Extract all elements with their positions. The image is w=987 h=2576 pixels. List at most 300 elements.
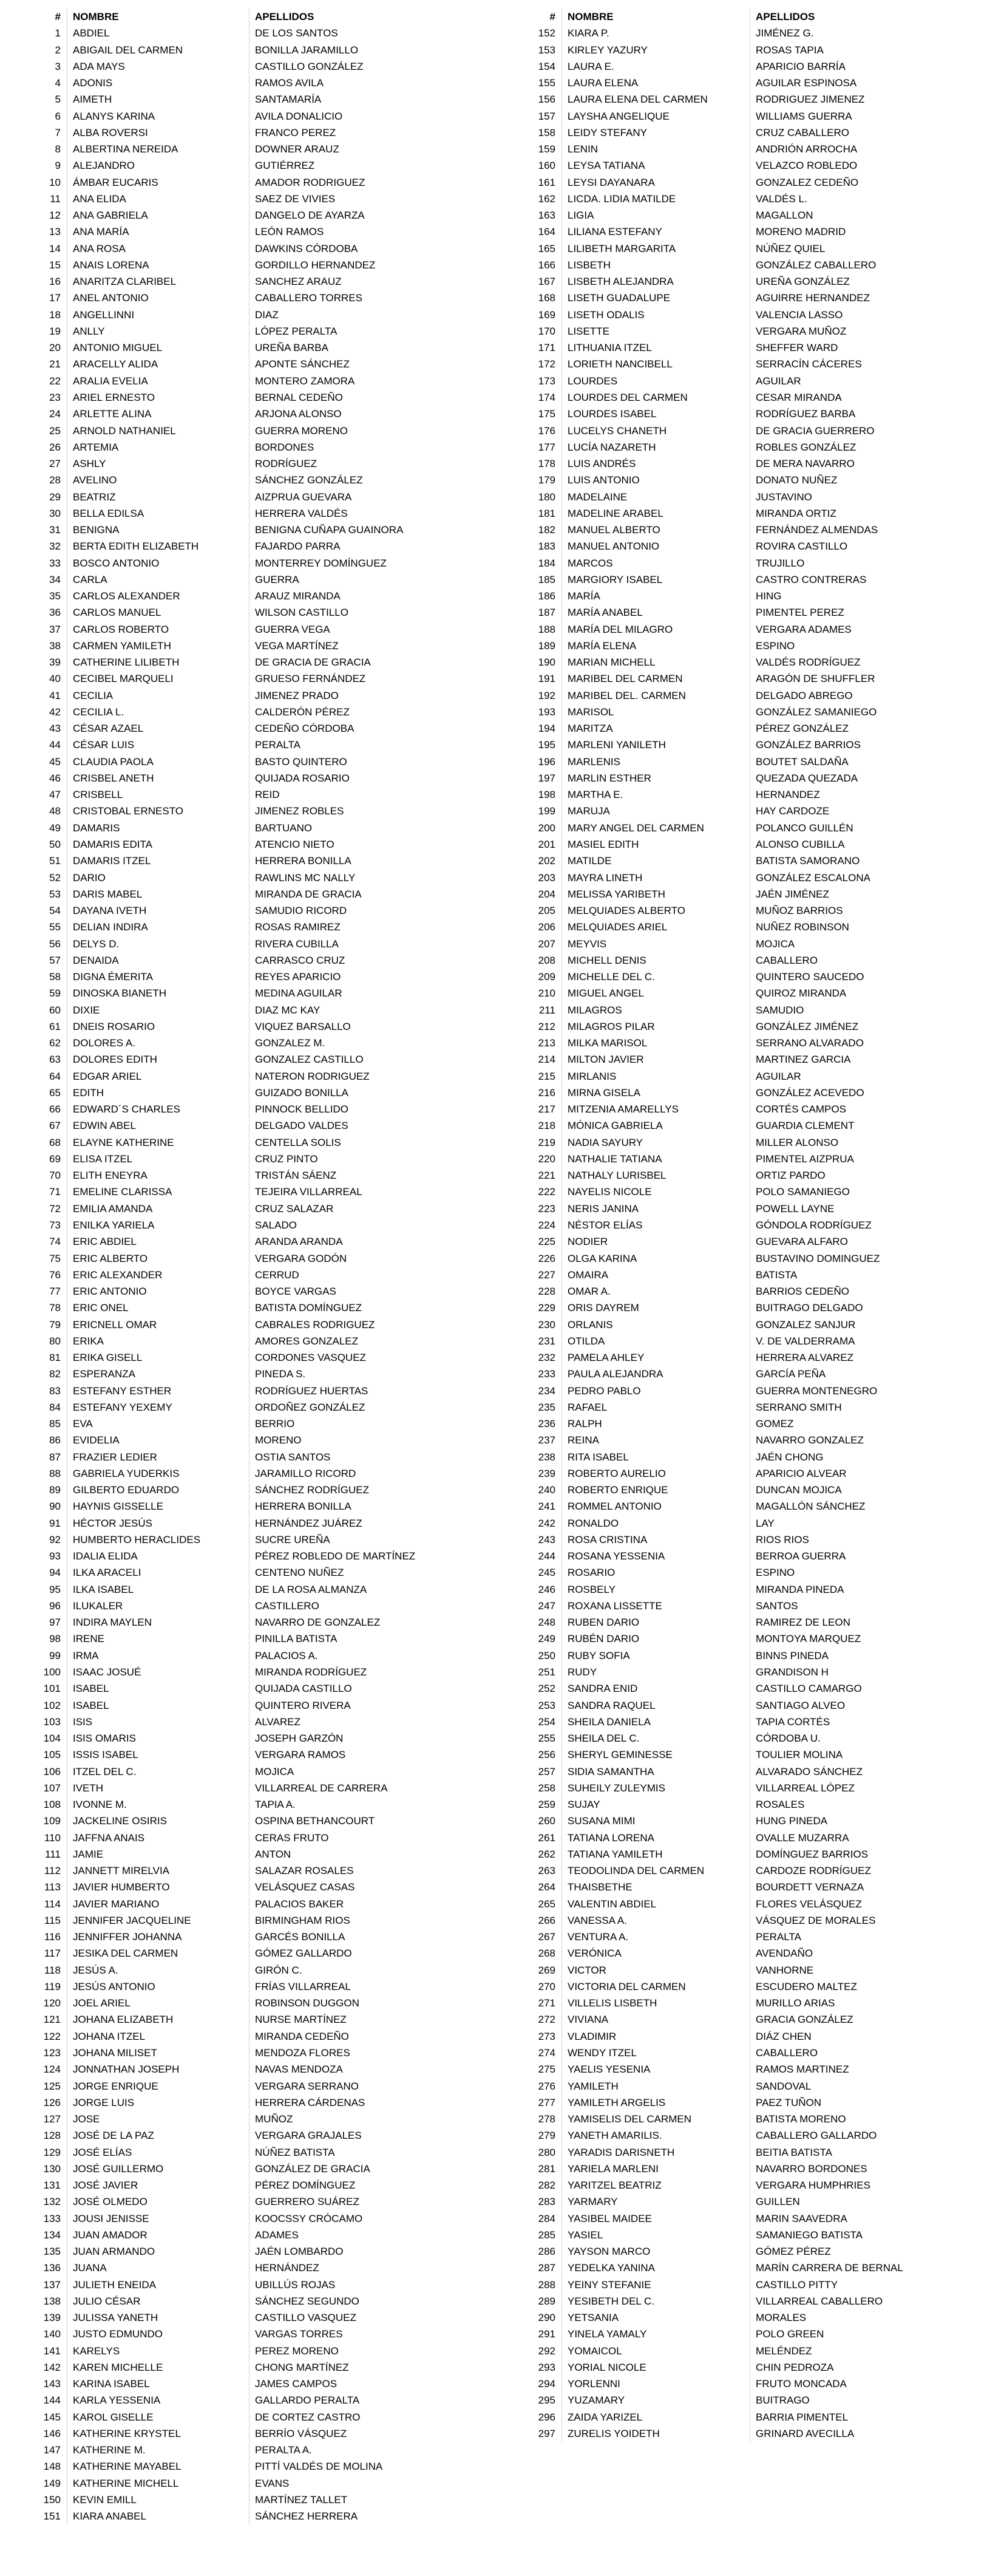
cell-name: JOUSI JENISSE (73, 2212, 149, 2224)
table-row (504, 25, 962, 41)
cell-name: KATHERINE MAYABEL (73, 2461, 181, 2473)
table-row (504, 389, 962, 406)
cell-num: 180 (538, 491, 555, 503)
cell-surname: LAY (756, 1517, 775, 1529)
cell-name: JACKELINE OSIRIS (73, 1815, 167, 1827)
cell-surname: PÉREZ DOMÍNGUEZ (255, 2179, 356, 2192)
cell-surname: BUITRAGO DELGADO (756, 1302, 863, 1314)
cell-surname: DE LOS SANTOS (255, 27, 338, 39)
table-row (504, 2193, 962, 2210)
cell-surname: HERNÁNDEZ JUÁREZ (255, 1517, 362, 1529)
cell-num: 225 (538, 1236, 555, 1248)
cell-name: ALANYS KARINA (73, 110, 155, 122)
cell-num: 263 (538, 1865, 555, 1877)
table-row (504, 654, 962, 670)
table-row (504, 1945, 962, 1961)
cell-name: YARADIS DARISNETH (568, 2146, 675, 2158)
cell-name: JOSÉ DE LA PAZ (73, 2130, 154, 2142)
cell-name: KATHERINE M. (73, 2444, 146, 2456)
cell-name: MADELINE ARABEL (568, 507, 663, 519)
table-row (12, 505, 458, 522)
cell-num: 73 (49, 1219, 61, 1231)
cell-name: ALEJANDRO (73, 160, 135, 172)
cell-num: 46 (49, 772, 61, 784)
cell-name: PAMELA AHLEY (568, 1352, 645, 1364)
cell-num: 224 (538, 1219, 555, 1231)
table-row (504, 687, 962, 704)
cell-name: DARIO (73, 871, 106, 884)
cell-num: 191 (538, 673, 555, 685)
cell-surname: BINNS PINEDA (756, 1649, 829, 1661)
cell-surname: JIMÉNEZ G. (756, 27, 814, 39)
cell-surname: MARÍN CARRERA DE BERNAL (756, 2262, 903, 2274)
cell-name: CARLOS ROBERTO (73, 623, 169, 635)
cell-name: REINA (568, 1434, 599, 1446)
table-row (12, 1647, 458, 1664)
cell-num: 190 (538, 656, 555, 669)
cell-num: 137 (43, 2278, 61, 2291)
cell-name: ANEL ANTONIO (73, 292, 149, 304)
table-row (12, 1763, 458, 1780)
table-row (12, 1962, 458, 1978)
cell-surname: CASTILLO GONZÁLEZ (255, 60, 364, 72)
table-row (504, 555, 962, 571)
table-row (12, 555, 458, 571)
cell-surname: SÁNCHEZ GONZÁLEZ (255, 474, 363, 486)
cell-name: VICTOR (568, 1964, 606, 1976)
cell-surname: WILSON CASTILLO (255, 607, 348, 619)
table-row (12, 2045, 458, 2061)
cell-surname: GORDILLO HERNANDEZ (255, 259, 376, 271)
cell-name: ALBA ROVERSI (73, 126, 148, 138)
table-row (12, 604, 458, 621)
table-row (12, 240, 458, 257)
cell-num: 209 (538, 971, 555, 983)
cell-surname: DIAZ MC KAY (255, 1004, 321, 1016)
cell-name: MIGUEL ANGEL (568, 987, 644, 1000)
table-row (504, 522, 962, 538)
cell-name: ORIS DAYREM (568, 1302, 639, 1314)
cell-surname: BATISTA MORENO (756, 2113, 846, 2125)
cell-surname: CABRALES RODRIGUEZ (255, 1318, 375, 1331)
cell-name: ANGELLINNI (73, 308, 135, 321)
table-row (12, 2343, 458, 2359)
cell-name: VILLELIS LISBETH (568, 1997, 657, 2009)
cell-num: 279 (538, 2130, 555, 2142)
cell-name: MARTHA E. (568, 789, 623, 801)
table-row (504, 1035, 962, 1051)
cell-surname: VERGARA GODÓN (255, 1252, 347, 1264)
cell-num: 96 (49, 1600, 61, 1612)
cell-name: DARIS MABEL (73, 888, 143, 900)
cell-surname: NAVAS MENDOZA (255, 2063, 343, 2076)
cell-surname: CERRUD (255, 1269, 299, 1281)
cell-surname: JARAMILLO RICORD (255, 1467, 356, 1479)
table-row (504, 157, 962, 174)
cell-surname: HUNG PINEDA (756, 1815, 828, 1827)
table-row (12, 472, 458, 488)
cell-name: MILAGROS PILAR (568, 1020, 655, 1032)
table-row (12, 1598, 458, 1614)
cell-name: ANARITZA CLARIBEL (73, 276, 177, 288)
cell-num: 237 (538, 1434, 555, 1446)
cell-name: VERÓNICA (568, 1947, 622, 1960)
cell-surname: HING (756, 590, 782, 602)
cell-surname: MIRANDA CEDEÑO (255, 2030, 349, 2042)
cell-surname: LEÓN RAMOS (255, 226, 324, 238)
cell-surname: HERRERA CÁRDENAS (255, 2096, 365, 2108)
cell-num: 78 (49, 1302, 61, 1314)
cell-num: 182 (538, 524, 555, 536)
cell-num: 207 (538, 938, 555, 950)
cell-num: 44 (49, 739, 61, 751)
cell-surname: DE GRACIA GUERRERO (756, 424, 875, 437)
cell-surname: CRUZ PINTO (255, 1153, 318, 1165)
cell-name: NATHALIE TATIANA (568, 1153, 662, 1165)
table-row (504, 571, 962, 588)
cell-num: 232 (538, 1352, 555, 1364)
cell-surname: BOUTET SALDAÑA (756, 755, 849, 768)
cell-surname: SÁNCHEZ HERRERA (255, 2510, 358, 2523)
table-row (12, 1680, 458, 1697)
cell-name: DAMARIS EDITA (73, 839, 152, 850)
table-row (12, 936, 458, 952)
table-row (12, 2028, 458, 2045)
cell-surname: RIVERA CUBILLA (255, 938, 339, 950)
cell-surname: POLO GREEN (756, 2328, 824, 2340)
cell-name: CLAUDIA PAOLA (73, 755, 154, 768)
cell-num: 220 (538, 1153, 555, 1165)
cell-surname: PINEDA S. (255, 1368, 306, 1380)
cell-name: IRENE (73, 1633, 104, 1645)
cell-num: 29 (49, 491, 61, 503)
table-row (504, 124, 962, 141)
table-row (12, 853, 458, 869)
cell-num: 218 (538, 1120, 555, 1132)
table-row (504, 1664, 962, 1680)
cell-surname: RAMOS AVILA (255, 77, 324, 89)
cell-num: 127 (43, 2113, 61, 2125)
cell-num: 278 (538, 2113, 555, 2125)
cell-name: JAFFNA ANAIS (73, 1831, 145, 1844)
table-row (12, 2492, 458, 2508)
table-row (504, 1978, 962, 1995)
cell-num: 154 (538, 60, 555, 72)
cell-surname: ARANDA ARANDA (255, 1236, 343, 1248)
cell-name: YOMAICOL (568, 2345, 622, 2357)
table-row (504, 1995, 962, 2011)
cell-num: 82 (49, 1368, 61, 1380)
cell-surname: AGUILAR ESPINOSA (756, 77, 857, 89)
table-row (504, 902, 962, 919)
cell-num: 26 (49, 441, 61, 453)
cell-name: ERICNELL OMAR (73, 1318, 157, 1331)
cell-num: 174 (538, 391, 555, 403)
cell-surname: OSPINA BETHANCOURT (255, 1815, 375, 1827)
cell-surname: NURSE MARTÍNEZ (255, 2014, 347, 2026)
cell-num: 184 (538, 557, 555, 569)
cell-surname: PERALTA A. (255, 2444, 312, 2456)
cell-name: NODIER (568, 1236, 608, 1248)
cell-name: GILBERTO EDUARDO (73, 1484, 180, 1496)
table-row (504, 1002, 962, 1018)
cell-surname: GUERRA (255, 573, 299, 585)
table-row (12, 1002, 458, 1018)
cell-surname: SERRACÍN CÁCERES (756, 358, 862, 370)
cell-name: KIARA P. (568, 27, 609, 39)
cell-num: 293 (538, 2361, 555, 2373)
cell-num: 247 (538, 1600, 555, 1612)
cell-num: 202 (538, 855, 555, 867)
cell-num: 193 (538, 706, 555, 718)
table-row (504, 2061, 962, 2077)
table-row (504, 505, 962, 522)
table-row (504, 1896, 962, 1912)
cell-name: YETSANIA (568, 2312, 619, 2324)
table-row (504, 1399, 962, 1416)
table-row (504, 2309, 962, 2326)
cell-name: ARLETTE ALINA (73, 408, 152, 420)
table-row (504, 985, 962, 1001)
cell-name: CATHERINE LILIBETH (73, 656, 180, 669)
table-row (504, 1962, 962, 1978)
cell-name: ESTEFANY YEXEMY (73, 1401, 172, 1413)
cell-surname: CHONG MARTÍNEZ (255, 2361, 349, 2373)
cell-surname: ESCUDERO MALTEZ (756, 1980, 857, 1992)
cell-surname: MENDOZA FLORES (255, 2046, 350, 2059)
cell-num: 233 (538, 1368, 555, 1380)
cell-num: 23 (49, 391, 61, 403)
table-row (12, 91, 458, 107)
cell-num: 84 (49, 1401, 61, 1413)
cell-num: 56 (49, 938, 61, 950)
cell-surname: GARCÍA PEÑA (756, 1368, 826, 1380)
cell-num: 48 (49, 805, 61, 817)
table-row (12, 1912, 458, 1929)
cell-name: JOHANA MILISET (73, 2046, 157, 2059)
left-header-row (12, 9, 458, 25)
cell-surname: GÓMEZ GALLARDO (255, 1947, 352, 1960)
cell-surname: ATENCIO NIETO (255, 839, 334, 850)
cell-name: TATIANA LORENA (568, 1831, 654, 1844)
cell-surname: DANGELO DE AYARZA (255, 210, 365, 222)
cell-num: 122 (43, 2030, 61, 2042)
cell-name: ASHLY (73, 458, 106, 470)
cell-name: JULIO CÉSAR (73, 2295, 141, 2307)
cell-surname: GUERRA VEGA (255, 623, 330, 635)
cell-surname: NATERON RODRIGUEZ (255, 1070, 370, 1082)
cell-name: JONNATHAN JOSEPH (73, 2063, 180, 2076)
cell-name: LISETH GUADALUPE (568, 292, 671, 304)
cell-name: ISAAC JOSUÉ (73, 1666, 141, 1678)
cell-num: 265 (538, 1898, 555, 1910)
cell-num: 27 (49, 458, 61, 470)
cell-num: 280 (538, 2146, 555, 2158)
table-row (12, 1366, 458, 1382)
cell-num: 150 (43, 2494, 61, 2506)
cell-name: PEDRO PABLO (568, 1385, 641, 1397)
table-row (12, 1018, 458, 1035)
table-row (12, 1664, 458, 1680)
cell-surname: PALACIOS BAKER (255, 1898, 344, 1910)
cell-name: MELQUIADES ALBERTO (568, 905, 685, 917)
cell-surname: NAVARRO BORDONES (756, 2162, 867, 2175)
table-row (504, 1117, 962, 1134)
table-row (12, 2161, 458, 2177)
cell-name: WENDY ITZEL (568, 2046, 637, 2059)
cell-surname: BIRMINGHAM RIOS (255, 1914, 350, 1926)
cell-surname: RAMOS MARTINEZ (756, 2063, 849, 2076)
table-row (12, 952, 458, 969)
cell-name: JOEL ARIEL (73, 1997, 131, 2009)
table-row (504, 191, 962, 207)
cell-surname: RODRÍGUEZ (255, 458, 317, 470)
table-row (12, 836, 458, 853)
cell-num: 115 (44, 1914, 61, 1926)
table-row (12, 157, 458, 174)
cell-surname: AGUIRRE HERNANDEZ (756, 292, 870, 304)
cell-num: 76 (49, 1269, 61, 1281)
cell-name: BERTA EDITH ELIZABETH (73, 540, 199, 553)
table-row (504, 307, 962, 323)
cell-name: MARÍA (568, 590, 600, 602)
cell-name: MIRLANIS (568, 1070, 617, 1082)
table-row (504, 1598, 962, 1614)
cell-surname: VERGARA MUÑOZ (756, 325, 847, 337)
table-row (12, 538, 458, 554)
cell-name: CARLOS MANUEL (73, 607, 161, 619)
cell-name: JESIKA DEL CARMEN (73, 1947, 178, 1960)
cell-num: 32 (49, 540, 61, 553)
cell-num: 60 (49, 1004, 61, 1016)
cell-name: DOLORES A. (73, 1037, 135, 1049)
cell-surname: APARICIO BARRÍA (756, 60, 846, 72)
cell-name: ILKA ARACELI (73, 1567, 141, 1579)
cell-num: 219 (538, 1136, 555, 1148)
cell-surname: VALDÉS RODRÍGUEZ (756, 656, 861, 669)
cell-num: 129 (43, 2146, 61, 2158)
cell-num: 12 (49, 210, 61, 222)
cell-num: 52 (49, 871, 61, 884)
cell-num: 41 (49, 689, 61, 701)
cell-num: 28 (49, 474, 61, 486)
table-row (504, 2011, 962, 2028)
cell-surname: NUÑEZ ROBINSON (756, 921, 849, 933)
cell-surname: HERNANDEZ (756, 789, 820, 801)
table-row (12, 141, 458, 157)
table-row (504, 1746, 962, 1763)
cell-num: 214 (538, 1054, 555, 1066)
table-row (12, 1614, 458, 1630)
table-row (12, 1349, 458, 1366)
table-row (504, 1201, 962, 1217)
cell-num: 109 (43, 1815, 61, 1827)
cell-num: 3 (55, 60, 61, 72)
table-row (504, 1564, 962, 1581)
cell-name: ARIEL ERNESTO (73, 391, 155, 403)
table-row (12, 1201, 458, 1217)
cell-name: MIRNA GISELA (568, 1086, 640, 1099)
table-row (12, 455, 458, 472)
table-row (12, 1383, 458, 1399)
cell-num: 212 (538, 1020, 555, 1032)
cell-surname: POWELL LAYNE (756, 1202, 835, 1215)
cell-name: SUHEILY ZULEYMIS (568, 1782, 665, 1794)
cell-name: LAURA ELENA DEL CARMEN (568, 94, 708, 106)
cell-num: 79 (49, 1318, 61, 1331)
cell-surname: CASTILLERO (255, 1600, 319, 1612)
cell-num: 139 (43, 2312, 61, 2324)
table-row (504, 1134, 962, 1151)
table-row (504, 323, 962, 339)
cell-surname: MONTOYA MARQUEZ (756, 1633, 861, 1645)
table-row (504, 1515, 962, 1532)
table-row (504, 2127, 962, 2144)
cell-surname: GUILLEN (756, 2196, 800, 2208)
cell-surname: GALLARDO PERALTA (255, 2394, 360, 2407)
cell-surname: HERRERA BONILLA (255, 1501, 351, 1513)
cell-surname: CERAS FRUTO (255, 1831, 329, 1844)
table-row (12, 985, 458, 1001)
cell-num: 286 (538, 2246, 555, 2258)
cell-name: DAYANA IVETH (73, 905, 147, 917)
cell-surname: BATISTA DOMÍNGUEZ (255, 1302, 362, 1314)
cell-surname: MOJICA (255, 1765, 294, 1777)
cell-surname: ARJONA ALONSO (255, 408, 342, 420)
table-row (12, 737, 458, 753)
cell-surname: APARICIO ALVEAR (756, 1467, 847, 1479)
cell-name: NAYELIS NICOLE (568, 1186, 652, 1198)
table-row (504, 1184, 962, 1200)
cell-surname: VÁSQUEZ DE MORALES (756, 1914, 876, 1926)
cell-surname: VERGARA RAMOS (255, 1749, 346, 1761)
table-row (12, 1548, 458, 1564)
cell-num: 141 (43, 2345, 61, 2357)
cell-name: CARLOS ALEXANDER (73, 590, 180, 602)
cell-surname: RAWLINS MC NALLY (255, 871, 356, 884)
cell-surname: CALDERÓN PÉREZ (255, 706, 350, 718)
table-row (504, 1697, 962, 1714)
cell-surname: FRANCO PEREZ (255, 126, 336, 138)
cell-surname: MORENO (255, 1434, 302, 1446)
cell-surname: GÓMEZ PÉREZ (756, 2246, 831, 2258)
table-row (12, 2094, 458, 2111)
table-row (504, 423, 962, 439)
cell-name: ROSA CRISTINA (568, 1533, 648, 1545)
cell-surname: HERNÁNDEZ (255, 2262, 319, 2274)
cell-num: 295 (538, 2394, 555, 2407)
cell-surname: CASTILLO PITTY (756, 2278, 838, 2291)
cell-surname: VERGARA SERRANO (255, 2080, 359, 2092)
table-row (12, 588, 458, 604)
cell-num: 9 (55, 160, 61, 172)
cell-surname: UREÑA GONZÁLEZ (756, 276, 850, 288)
table-row (504, 207, 962, 223)
cell-name: ELISA ITZEL (73, 1153, 133, 1165)
cell-name: MARISOL (568, 706, 614, 718)
cell-name: BEATRIZ (73, 491, 116, 503)
cell-surname: MORENO MADRID (756, 226, 846, 238)
cell-surname: HAY CARDOZE (756, 805, 830, 817)
cell-surname: UBILLÚS ROJAS (255, 2278, 336, 2291)
cell-num: 161 (538, 176, 555, 188)
cell-num: 124 (43, 2063, 61, 2076)
table-row (12, 1730, 458, 1746)
cell-num: 160 (538, 160, 555, 172)
cell-name: LUCÍA NAZARETH (568, 441, 656, 453)
table-row (12, 754, 458, 770)
cell-num: 181 (538, 507, 555, 519)
